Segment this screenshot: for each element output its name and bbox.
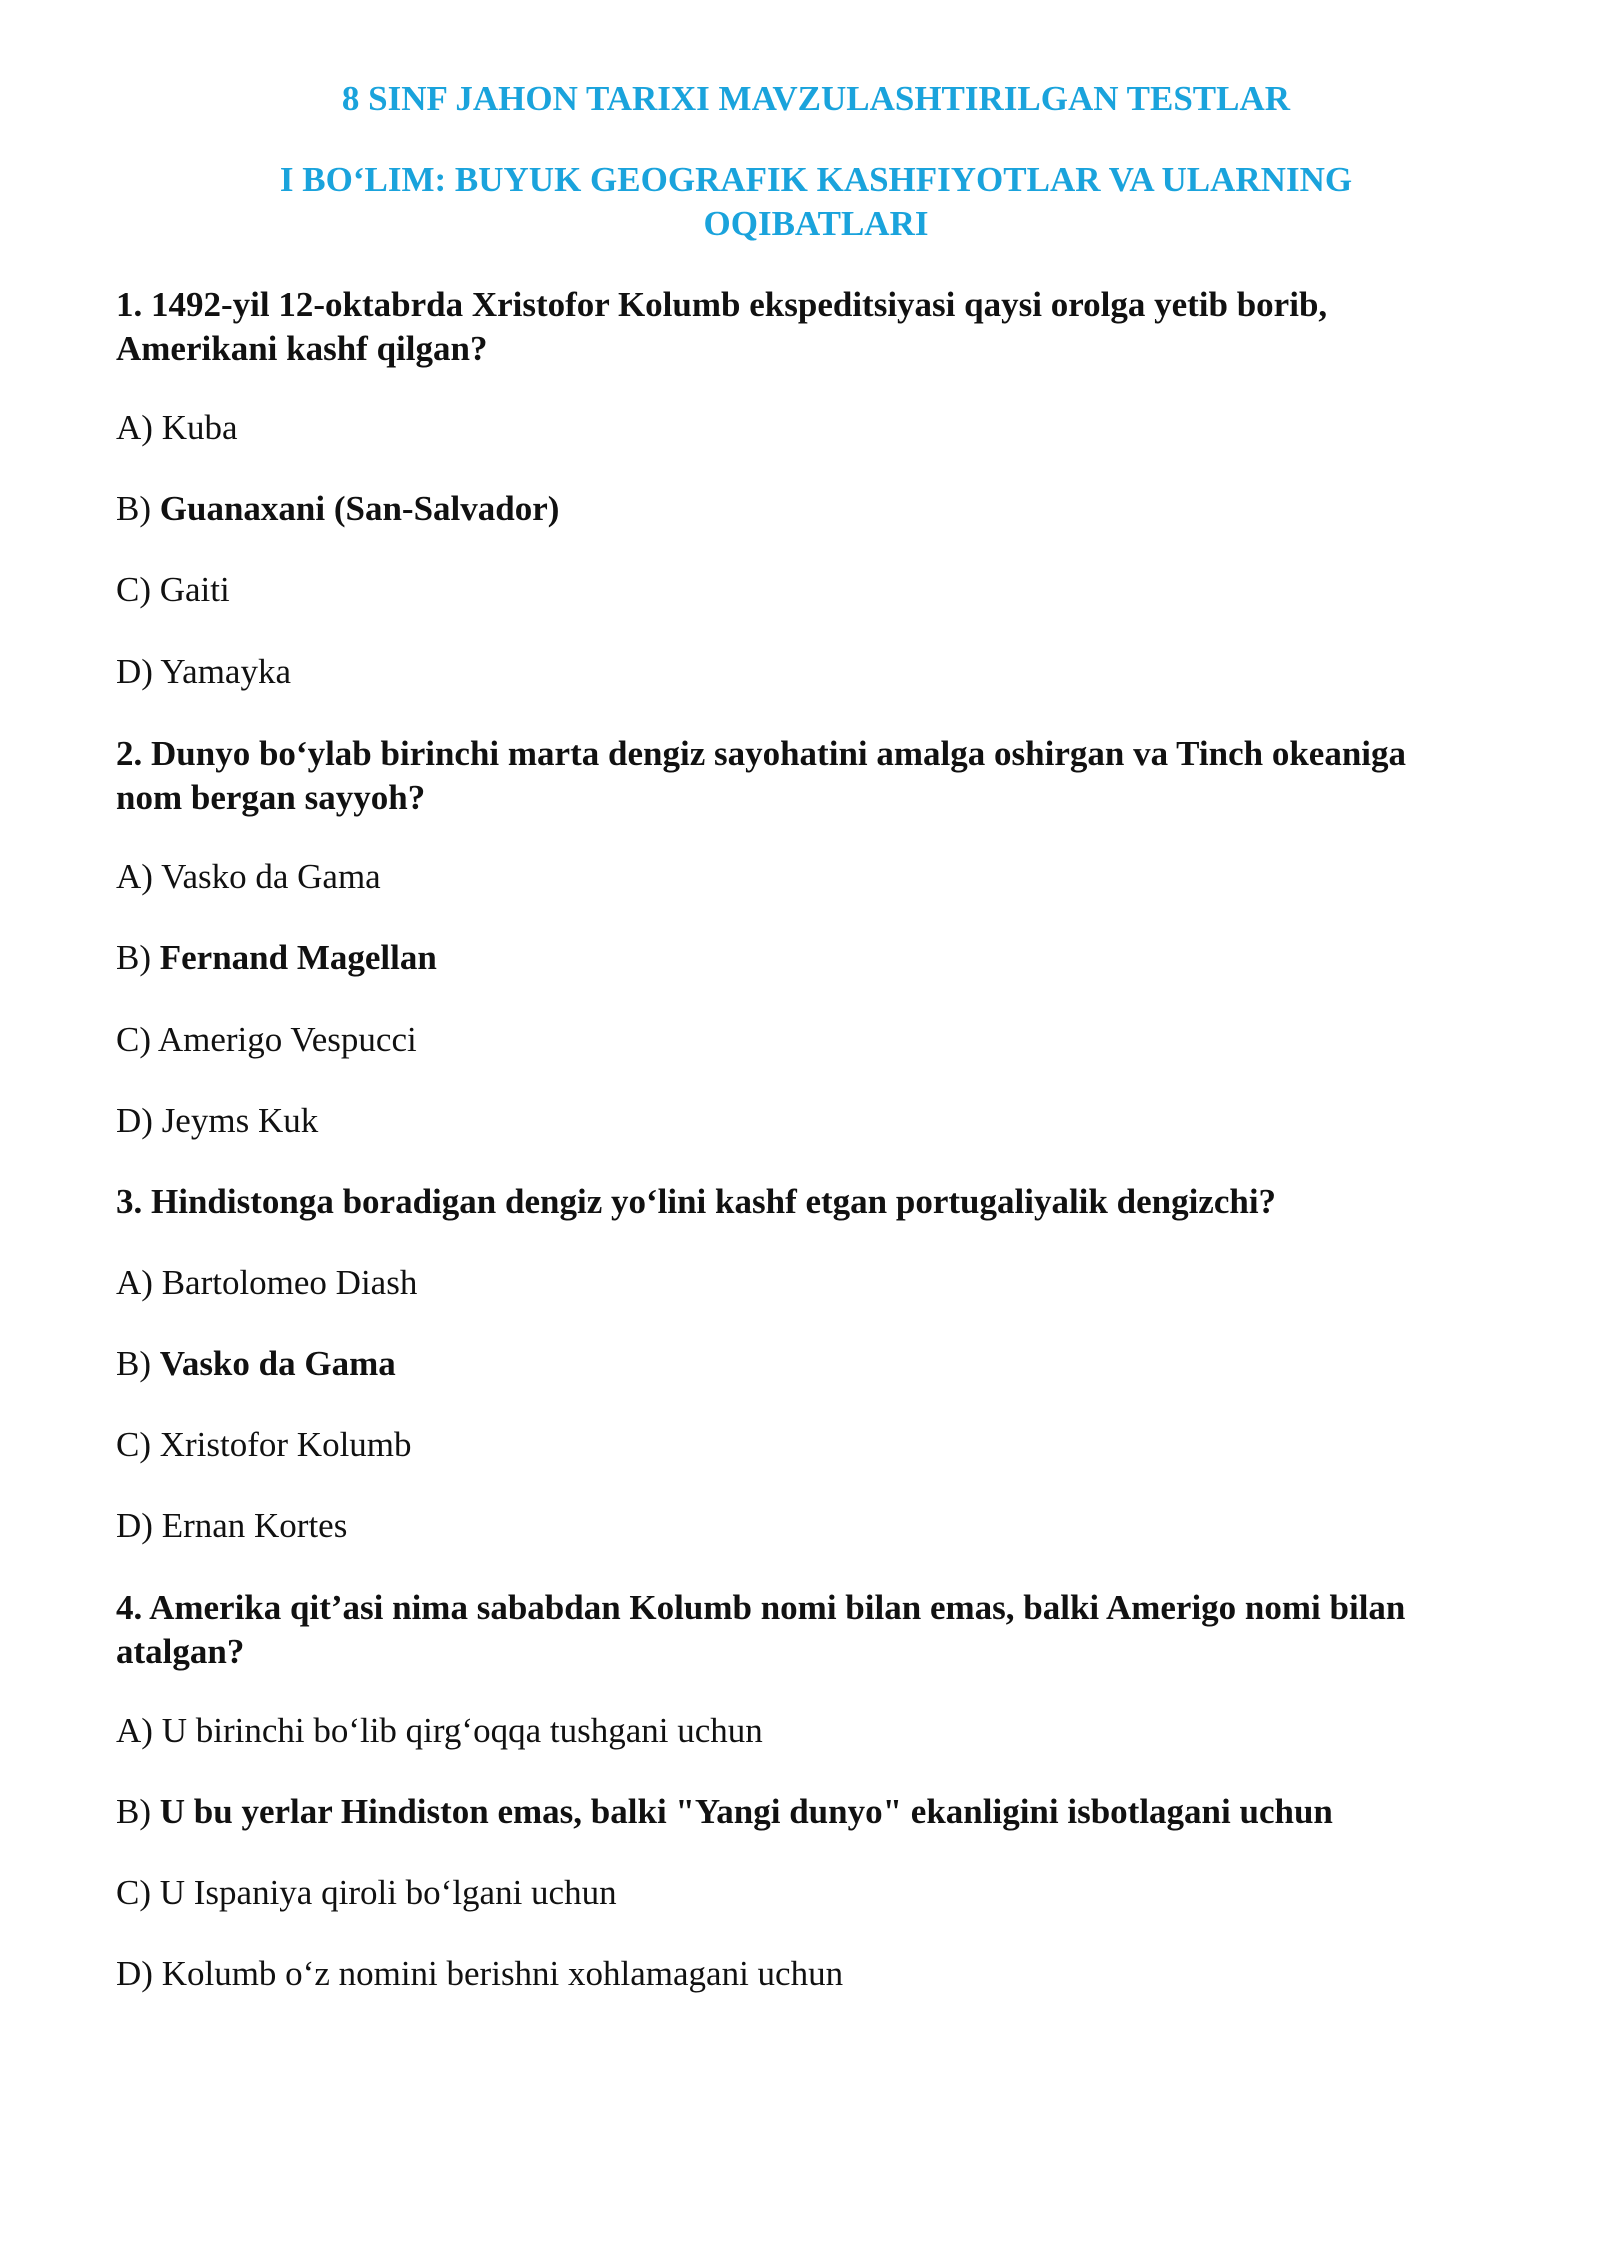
option-letter: A) bbox=[116, 408, 153, 447]
question-2-line-2: nom bergan sayyoh? bbox=[116, 778, 426, 817]
option-text: Ernan Kortes bbox=[161, 1506, 348, 1545]
section-title-line-1: I BO‘LIM: BUYUK GEOGRAFIK KASHFIYOTLAR VA ULARNING bbox=[279, 160, 1353, 199]
option-letter: B) bbox=[116, 489, 151, 528]
correct-answer-text: Fernand Magellan bbox=[159, 938, 437, 977]
correct-answer-text: Guanaxani (San-Salvador) bbox=[159, 489, 560, 528]
question-4-option-a bbox=[116, 1709, 1516, 1753]
question-1-line-1: 1. 1492-yil 12-oktabrda Xristofor Kolumb ekspeditsiyasi qaysi orolga yetib borib, bbox=[116, 285, 1328, 324]
question-2 bbox=[116, 732, 1516, 820]
question-2-option-b bbox=[116, 936, 1516, 980]
question-1-line-2: Amerikani kashf qilgan? bbox=[116, 329, 488, 368]
question-4-option-c bbox=[116, 1871, 1516, 1915]
question-4-option-b bbox=[116, 1790, 1516, 1834]
correct-answer-text: Vasko da Gama bbox=[159, 1344, 396, 1383]
question-2-option-c bbox=[116, 1018, 1516, 1062]
section-title bbox=[116, 158, 1516, 246]
option-text: Vasko da Gama bbox=[161, 857, 381, 896]
question-2-line-1: 2. Dunyo bo‘ylab birinchi marta dengiz sayohatini amalga oshirgan va Tinch okeaniga bbox=[116, 734, 1407, 773]
option-text: Amerigo Vespucci bbox=[157, 1020, 417, 1059]
question-3 bbox=[116, 1180, 1516, 1224]
option-letter: C) bbox=[116, 1425, 151, 1464]
option-letter: C) bbox=[116, 1020, 151, 1059]
question-3-line-1: 3. Hindistonga boradigan dengiz yo‘lini kashf etgan portugaliyalik dengizchi? bbox=[116, 1182, 1277, 1221]
option-letter: D) bbox=[116, 652, 153, 691]
option-letter: C) bbox=[116, 570, 151, 609]
question-1-option-d bbox=[116, 650, 1516, 694]
option-text: Kolumb o‘z nomini berishni xohlamagani uchun bbox=[161, 1954, 844, 1993]
question-3-option-d bbox=[116, 1504, 1516, 1548]
option-letter: B) bbox=[116, 938, 151, 977]
question-4-line-1: 4. Amerika qit’asi nima sababdan Kolumb nomi bilan emas, balki Amerigo nomi bilan bbox=[116, 1588, 1406, 1627]
correct-answer-text: U bu yerlar Hindiston emas, balki "Yangi dunyo" ekanligini isbotlagani uchun bbox=[159, 1792, 1333, 1831]
option-letter: D) bbox=[116, 1506, 153, 1545]
question-3-option-b bbox=[116, 1342, 1516, 1386]
option-text: Kuba bbox=[161, 408, 238, 447]
option-letter: A) bbox=[116, 857, 153, 896]
option-text: Jeyms Kuk bbox=[161, 1101, 319, 1140]
option-letter: B) bbox=[116, 1344, 151, 1383]
question-4 bbox=[116, 1586, 1516, 1674]
question-3-option-a bbox=[116, 1261, 1516, 1305]
option-text: U birinchi bo‘lib qirg‘oqqa tushgani uchun bbox=[161, 1711, 763, 1750]
option-letter: D) bbox=[116, 1954, 153, 1993]
question-4-line-2: atalgan? bbox=[116, 1632, 245, 1671]
section-title-line-2: OQIBATLARI bbox=[703, 204, 929, 243]
question-1 bbox=[116, 283, 1516, 371]
option-text: U Ispaniya qiroli bo‘lgani uchun bbox=[159, 1873, 617, 1912]
document-title: 8 SINF JAHON TARIXI MAVZULASHTIRILGAN TESTLAR bbox=[341, 79, 1291, 118]
question-2-option-d bbox=[116, 1099, 1516, 1143]
option-letter: A) bbox=[116, 1263, 153, 1302]
option-letter: D) bbox=[116, 1101, 153, 1140]
question-1-option-c bbox=[116, 568, 1516, 612]
option-text: Yamayka bbox=[160, 652, 291, 691]
option-letter: B) bbox=[116, 1792, 151, 1831]
option-letter: A) bbox=[116, 1711, 153, 1750]
question-3-option-c bbox=[116, 1423, 1516, 1467]
option-text: Gaiti bbox=[159, 570, 230, 609]
option-text: Bartolomeo Diash bbox=[161, 1263, 418, 1302]
question-1-option-b bbox=[116, 487, 1516, 531]
option-letter: C) bbox=[116, 1873, 151, 1912]
question-2-option-a bbox=[116, 855, 1516, 899]
question-1-option-a bbox=[116, 406, 1516, 450]
option-text: Xristofor Kolumb bbox=[159, 1425, 412, 1464]
question-4-option-d bbox=[116, 1952, 1516, 1996]
